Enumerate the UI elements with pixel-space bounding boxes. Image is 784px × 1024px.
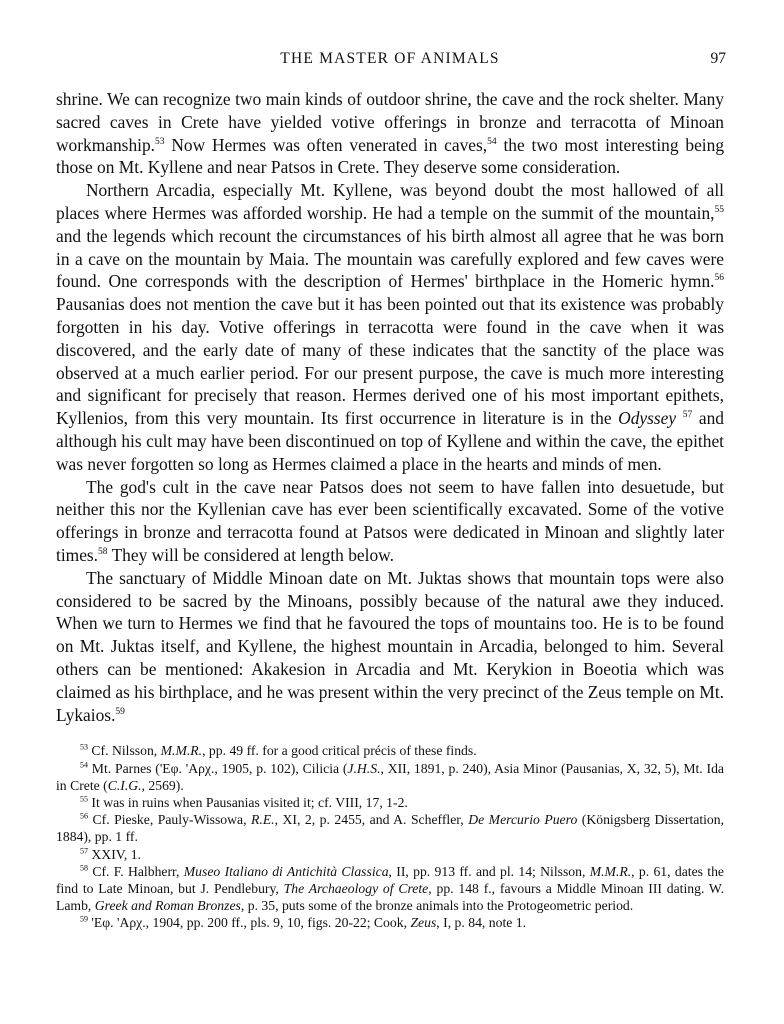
- text-run: The sanctuary of Middle Minoan date on Mt. Juktas shows that mountain tops were also considered to be sacred by the Minoans, possibly because of the natural awe they induced. When we turn to Hermes we find that he favoured the tops of mountains too. He is to be found on Mt. Juktas itself, and Kyllene, the highest mountain in Arcadia, belonged to him. Several others can be mentioned: Akakesion in Arcadia and Mt. Kerykion in Boeotia which was claimed as his birthplace, and he was present within the very precinct of the Zeus temple on Mt. Lykaios.: [56, 567, 724, 725]
- text-run: [676, 408, 683, 428]
- italic-text: The Archaeology of Crete: [283, 880, 429, 896]
- body-text: [56, 88, 724, 726]
- page-number: 97: [710, 50, 726, 67]
- text-run: 'Eφ. 'Aρχ., 1904, pp. 200 ff., pls. 9, 10, figs. 20-22; Cook,: [91, 915, 411, 931]
- footnote-ref: 53: [155, 136, 165, 147]
- text-run: , p. 35, puts some of the bronze animals into the Protogeometric period.: [240, 898, 634, 914]
- paragraph: [56, 567, 724, 727]
- footnote: [56, 863, 724, 915]
- text-run: shrine. We can recognize two main kinds of outdoor shrine, the cave and the rock shelter. Many sacred caves in Crete have yielded votive offerings in bronze and terracotta of Minoan workmanship.: [56, 89, 724, 155]
- text-run: , p. 61, dates the find to Late Minoan, but J. Pendlebury,: [56, 863, 725, 896]
- italic-text: Museo Italiano di Antichità Classica: [183, 863, 389, 879]
- text-run: Cf. Nilsson,: [91, 743, 161, 759]
- paragraph: [56, 179, 724, 475]
- footnote-number: 57: [80, 845, 88, 855]
- text-run: , XI, 2, p. 2455, and A. Scheffler,: [274, 812, 469, 828]
- footnote: [56, 846, 724, 863]
- footnote-ref: 55: [714, 205, 724, 216]
- italic-text: M.M.R.: [160, 743, 203, 759]
- italic-text: Greek and Roman Bronzes: [94, 898, 241, 914]
- footnote-number: 58: [80, 863, 88, 873]
- italic-text: De Mercurio Puero: [468, 812, 578, 828]
- text-run: , II, pp. 913 ff. and pl. 14; Nilsson,: [388, 863, 590, 879]
- italic-text: R.E.: [251, 812, 275, 828]
- text-run: and the legends which recount the circumstances of his birth almost all agree that he was born in a cave on the mountain by Maia. The mountain was carefully explored and few caves were found. One corresponds with the description of Hermes' birthplace in the Homeric hymn.: [56, 225, 724, 292]
- running-header: [56, 50, 724, 74]
- footnote-ref: 54: [487, 136, 497, 147]
- text-run: Now Hermes was often venerated in caves,: [164, 134, 488, 155]
- text-run: Cf. Pieske, Pauly-Wissowa,: [92, 812, 252, 828]
- text-run: , XII, 1891, p. 240), Asia Minor (Pausanias, X, 32, 5), Mt. Ida in Crete (: [56, 760, 724, 793]
- text-run: (Königsberg Dissertation, 1884), pp. 1 ff.: [56, 812, 725, 845]
- footnote-number: 56: [80, 811, 88, 821]
- footnote-ref: 59: [115, 706, 125, 717]
- italic-text: Zeus: [410, 915, 437, 931]
- footnote-ref: 57: [682, 410, 693, 421]
- text-run: , I, p. 84, note 1.: [436, 915, 527, 931]
- text-run: XXIV, 1.: [91, 846, 141, 862]
- paragraph: [56, 476, 724, 567]
- text-run: Pausanias does not mention the cave but it has been pointed out that its existence was probably forgotten in his day. Votive offerings in terracotta were found in the cave when it was discovered, and the early date of many of these indicates that the sanctity of the place was observed at a much earlier period. For our present purpose, the cave is much more interesting and significant for precisely that reason. Hermes derived one of his most important epithets, Kyllenios, from this very mountain. Its first occurrence in literature is in the: [56, 294, 724, 429]
- text-run: , 2569).: [141, 777, 184, 793]
- text-run: Northern Arcadia, especially Mt. Kyllene, was beyond doubt the most hallowed of all places where Hermes was afforded worship. He had a temple on the summit of the mountain,: [56, 180, 724, 223]
- footnote-ref: 56: [714, 273, 724, 284]
- text-run: Mt. Parnes ('Eφ. 'Aρχ., 1905, p. 102), Cilicia (: [91, 760, 348, 776]
- footnote: [56, 760, 724, 794]
- text-run: , pp. 148 f., favours a Middle Minoan III dating. W. Lamb,: [56, 880, 724, 914]
- italic-text: J.H.S.: [347, 760, 381, 776]
- footnote: [56, 811, 724, 845]
- footnote-number: 55: [80, 794, 88, 804]
- text-run: the two most interesting being those on Mt. Kyllene and near Patsos in Crete. They deserve some consideration.: [56, 134, 725, 178]
- text-run: It was in ruins when Pausanias visited it; cf. VIII, 17, 1-2.: [91, 794, 408, 810]
- footnote: [56, 794, 724, 811]
- footnotes: [56, 742, 724, 931]
- italic-text: M.M.R.: [589, 863, 632, 879]
- footnote-ref: 58: [98, 547, 108, 558]
- running-title: THE MASTER OF ANIMALS: [280, 50, 500, 67]
- text-run: The god's cult in the cave near Patsos does not seem to have fallen into desuetude, but neither this nor the Kyllenian cave has ever been scientifically excavated. Some of the votive offerings in bronze and terracotta found at Patsos were dedicated in Minoan and slightly later times.: [56, 476, 724, 565]
- paragraph: [56, 88, 724, 179]
- book-page: [56, 50, 724, 932]
- footnote-number: 59: [80, 914, 88, 924]
- footnote-number: 53: [80, 742, 88, 752]
- italic-text: Odyssey: [618, 408, 677, 429]
- footnote-number: 54: [80, 759, 88, 769]
- footnote: [56, 742, 724, 759]
- text-run: Cf. F. Halbherr,: [92, 863, 184, 879]
- text-run: and although his cult may have been discontinued on top of Kyllene and within the cave, the epithet was never forgotten so long as Hermes claimed a place in the hearts and minds of men.: [56, 408, 724, 474]
- text-run: , pp. 49 ff. for a good critical précis of these finds.: [202, 743, 477, 759]
- italic-text: C.I.G.: [107, 777, 142, 793]
- footnote: [56, 914, 724, 931]
- text-run: They will be considered at length below.: [107, 544, 394, 565]
